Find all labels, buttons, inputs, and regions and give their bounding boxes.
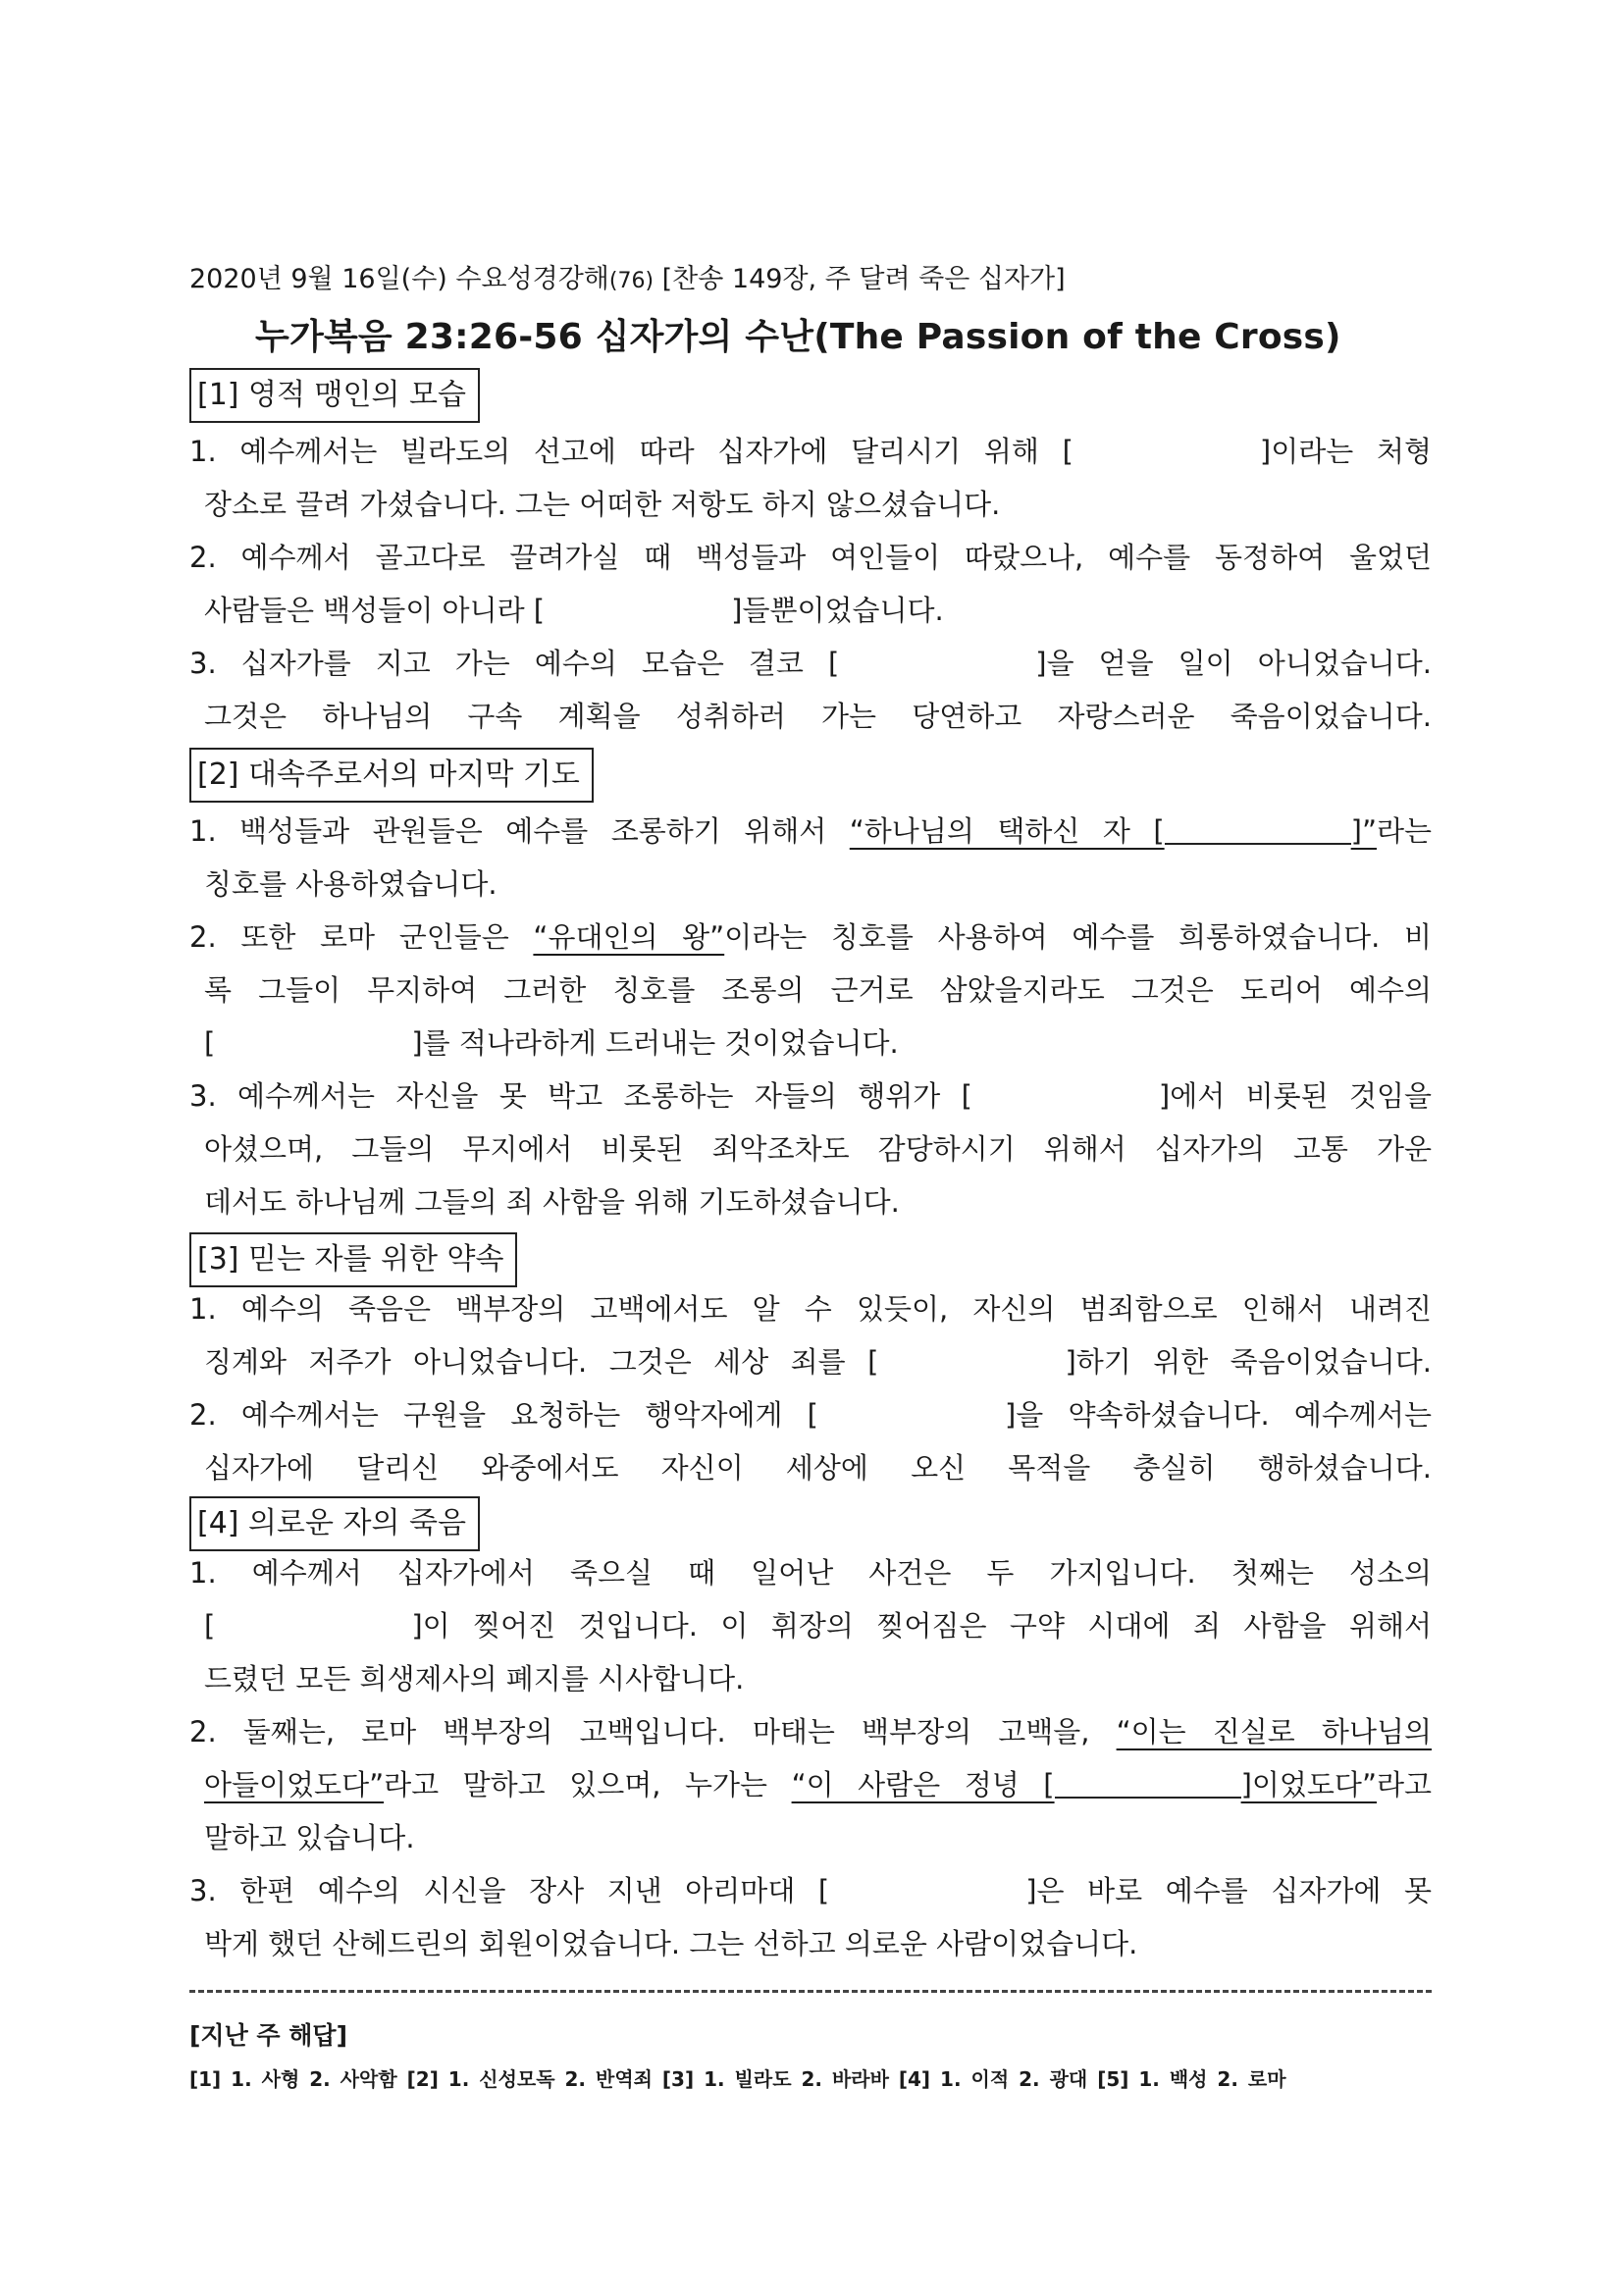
- section-heading-3: [3] 믿는 자를 위한 약속: [189, 1232, 517, 1287]
- section-2-line: 아셨으며, 그들의 무지에서 비롯된 죄악조차도 감당하시기 위해서 십자가의 고통 가운: [204, 1132, 1432, 1166]
- section-2-line: 3. 예수께서는 자신을 못 박고 조롱하는 자들의 행위가 [ ]에서 비롯된 것임을: [189, 1079, 1432, 1113]
- section-1-line: 3. 십자가를 지고 가는 예수의 모습은 결코 [ ]을 얻을 일이 아니었습니다.: [189, 647, 1432, 680]
- section-4-line: 말하고 있습니다.: [204, 1821, 415, 1854]
- header-date: 2020년 9월 16일(수) 수요성경강해: [189, 264, 609, 294]
- section-3-line: 십자가에 달리신 와중에서도 자신이 세상에 오신 목적을 충실히 행하셨습니다.: [204, 1451, 1432, 1485]
- header-hymn: [찬송 149장, 주 달려 죽은 십자가]: [654, 264, 1066, 294]
- section-heading-1: [1] 영적 맹인의 모습: [189, 368, 480, 423]
- section-1-line: 장소로 끌려 가셨습니다. 그는 어떠한 저항도 하지 않으셨습니다.: [204, 488, 1001, 521]
- section-1-line: 2. 예수께서 골고다로 끌려가실 때 백성들과 여인들이 따랐으나, 예수를 동정하여 울었던: [189, 541, 1432, 574]
- section-4-line: 3. 한편 예수의 시신을 장사 지낸 아리마대 [ ]은 바로 예수를 십자가에 못: [189, 1874, 1432, 1907]
- section-1-line: 사람들은 백성들이 아니라 [ ]들뿐이었습니다.: [204, 594, 944, 627]
- section-4-line: 아들이었도다”라고 말하고 있으며, 누가는 “이 사람은 정녕 [ ]이었도다”라고: [204, 1768, 1433, 1801]
- section-heading-4: [4] 의로운 자의 죽음: [189, 1496, 480, 1551]
- section-4-line: [ ]이 찢어진 것입니다. 이 휘장의 찢어짐은 구약 시대에 죄 사함을 위해서: [204, 1609, 1432, 1643]
- section-4-line: 2. 둘째는, 로마 백부장의 고백입니다. 마태는 백부장의 고백을, “이는 진실로 하나님의: [189, 1715, 1432, 1748]
- section-heading-2: [2] 대속주로서의 마지막 기도: [189, 748, 594, 803]
- section-2-line: 록 그들이 무지하여 그러한 칭호를 조롱의 근거로 삼았을지라도 그것은 도리어 예수의: [204, 973, 1432, 1007]
- page-title: 누가복음 23:26-56 십자가의 수난(The Passion of the Cross): [255, 317, 1341, 357]
- section-2-line: [ ]를 적나라하게 드러내는 것이었습니다.: [204, 1026, 899, 1060]
- section-4-line: 박게 했던 산헤드린의 회원이었습니다. 그는 선하고 의로운 사람이었습니다.: [204, 1927, 1138, 1960]
- section-3-line: 1. 예수의 죽음은 백부장의 고백에서도 알 수 있듯이, 자신의 범죄함으로 인해서 내려진: [189, 1292, 1432, 1326]
- section-2-line: 칭호를 사용하였습니다.: [204, 867, 497, 901]
- section-1-line: 1. 예수께서는 빌라도의 선고에 따라 십자가에 달리시기 위해 [ ]이라는 처형: [189, 435, 1432, 468]
- section-2-line: 1. 백성들과 관원들은 예수를 조롱하기 위해서 “하나님의 택하신 자 [ ]”라는: [189, 814, 1433, 848]
- section-3-line: 징계와 저주가 아니었습니다. 그것은 세상 죄를 [ ]하기 위한 죽음이었습니다.: [204, 1345, 1433, 1379]
- page-header: [189, 257, 1066, 295]
- section-4-line: 드렸던 모든 희생제사의 폐지를 시사합니다.: [204, 1662, 745, 1696]
- header-number: (76): [608, 269, 654, 293]
- section-4-line: 1. 예수께서 십자가에서 죽으실 때 일어난 사건은 두 가지입니다. 첫째는 성소의: [189, 1556, 1432, 1590]
- answers-text: [1] 1. 사형 2. 사악함 [2] 1. 신성모독 2. 반역죄 [3] 1. 빌라도 2. 바라바 [4] 1. 이적 2. 광대 [5] 1. 백성 2. 로마: [189, 2067, 1286, 2091]
- section-2-line: 2. 또한 로마 군인들은 “유대인의 왕”이라는 칭호를 사용하여 예수를 희롱하였습니다. 비: [189, 920, 1433, 954]
- section-2-line: 데서도 하나님께 그들의 죄 사함을 위해 기도하셨습니다.: [204, 1185, 900, 1219]
- dashed-divider: [189, 1990, 1432, 1993]
- section-1-line: 그것은 하나님의 구속 계획을 성취하러 가는 당연하고 자랑스러운 죽음이었습니다.: [204, 700, 1432, 733]
- answers-heading: [지난 주 해답]: [189, 2021, 348, 2050]
- section-3-line: 2. 예수께서는 구원을 요청하는 행악자에게 [ ]을 약속하셨습니다. 예수께서는: [189, 1398, 1432, 1432]
